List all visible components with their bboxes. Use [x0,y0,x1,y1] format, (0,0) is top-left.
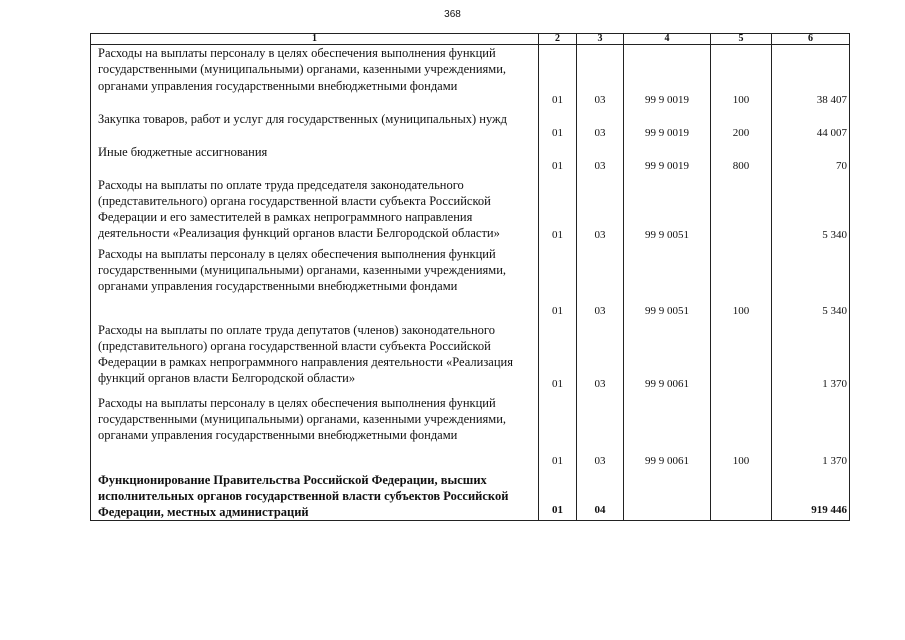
row-expense-type: 100 [711,395,772,472]
row-target-article: 99 9 0019 [624,45,711,111]
row-description: Иные бюджетные ассигнования [91,144,539,177]
header-row [91,34,850,45]
row-description: Расходы на выплаты по оплате труда председателя законодательного (представительного) органа государственной власти субъекта Российской Федерации и его заместителей в рамках непрограммного направления деятельности «Реализация функций органов власти Белгородской области» [91,177,539,246]
header-col-6: 6 [772,34,850,45]
header-col-4: 4 [624,34,711,45]
row-subsection-code: 03 [577,144,624,177]
row-expense-type: 800 [711,144,772,177]
row-expense-type [711,177,772,246]
row-description: Расходы на выплаты персоналу в целях обеспечения выполнения функций государственными (муниципальными) органами, казенными учреждениями, органами управления государственными внебюджетными фондами [91,45,539,111]
header-col-1: 1 [91,34,539,45]
header-col-3: 3 [577,34,624,45]
row-subsection-code: 03 [577,111,624,144]
table-row [91,177,850,246]
row-section-code: 01 [539,246,577,322]
row-description: Расходы на выплаты по оплате труда депутатов (членов) законодательного (представительного) органа государственной власти субъекта Российской Федерации в рамках непрограммного направления деятельности «Реализация функций органов власти Белгородской области» [91,322,539,395]
page-number: 368 [444,9,461,20]
row-section-code: 01 [539,144,577,177]
row-section-code: 01 [539,111,577,144]
row-amount: 5 340 [772,246,850,322]
row-subsection-code: 03 [577,45,624,111]
row-amount: 919 446 [772,472,850,521]
row-description: Расходы на выплаты персоналу в целях обеспечения выполнения функций государственными (муниципальными) органами, казенными учреждениями, органами управления государственными внебюджетными фондами [91,246,539,322]
row-target-article: 99 9 0051 [624,246,711,322]
header-col-2: 2 [539,34,577,45]
row-amount: 1 370 [772,395,850,472]
table-row [91,322,850,395]
row-expense-type: 100 [711,45,772,111]
row-amount: 44 007 [772,111,850,144]
row-section-code: 01 [539,395,577,472]
table-row [91,45,850,111]
row-section-code: 01 [539,472,577,521]
row-target-article: 99 9 0061 [624,395,711,472]
row-amount: 1 370 [772,322,850,395]
row-target-article: 99 9 0019 [624,144,711,177]
row-description: Функционирование Правительства Российской Федерации, высших исполнительных органов государственной власти субъектов Российской Федерации, местных администраций [91,472,539,521]
table-row [91,111,850,144]
row-target-article: 99 9 0019 [624,111,711,144]
header-col-5: 5 [711,34,772,45]
table-row [91,246,850,322]
row-expense-type: 100 [711,246,772,322]
row-target-article [624,472,711,521]
row-section-code: 01 [539,45,577,111]
row-amount: 70 [772,144,850,177]
row-amount: 5 340 [772,177,850,246]
row-subsection-code: 04 [577,472,624,521]
row-target-article: 99 9 0061 [624,322,711,395]
row-subsection-code: 03 [577,246,624,322]
row-section-code: 01 [539,177,577,246]
row-subsection-code: 03 [577,395,624,472]
row-target-article: 99 9 0051 [624,177,711,246]
row-amount: 38 407 [772,45,850,111]
budget-table [90,33,850,521]
row-subsection-code: 03 [577,177,624,246]
table-row [91,144,850,177]
row-expense-type [711,322,772,395]
row-expense-type: 200 [711,111,772,144]
row-expense-type [711,472,772,521]
table-row [91,472,850,521]
table-row [91,395,850,472]
row-subsection-code: 03 [577,322,624,395]
row-section-code: 01 [539,322,577,395]
row-description: Закупка товаров, работ и услуг для государственных (муниципальных) нужд [91,111,539,144]
row-description: Расходы на выплаты персоналу в целях обеспечения выполнения функций государственными (муниципальными) органами, казенными учреждениями, органами управления государственными внебюджетными фондами [91,395,539,472]
